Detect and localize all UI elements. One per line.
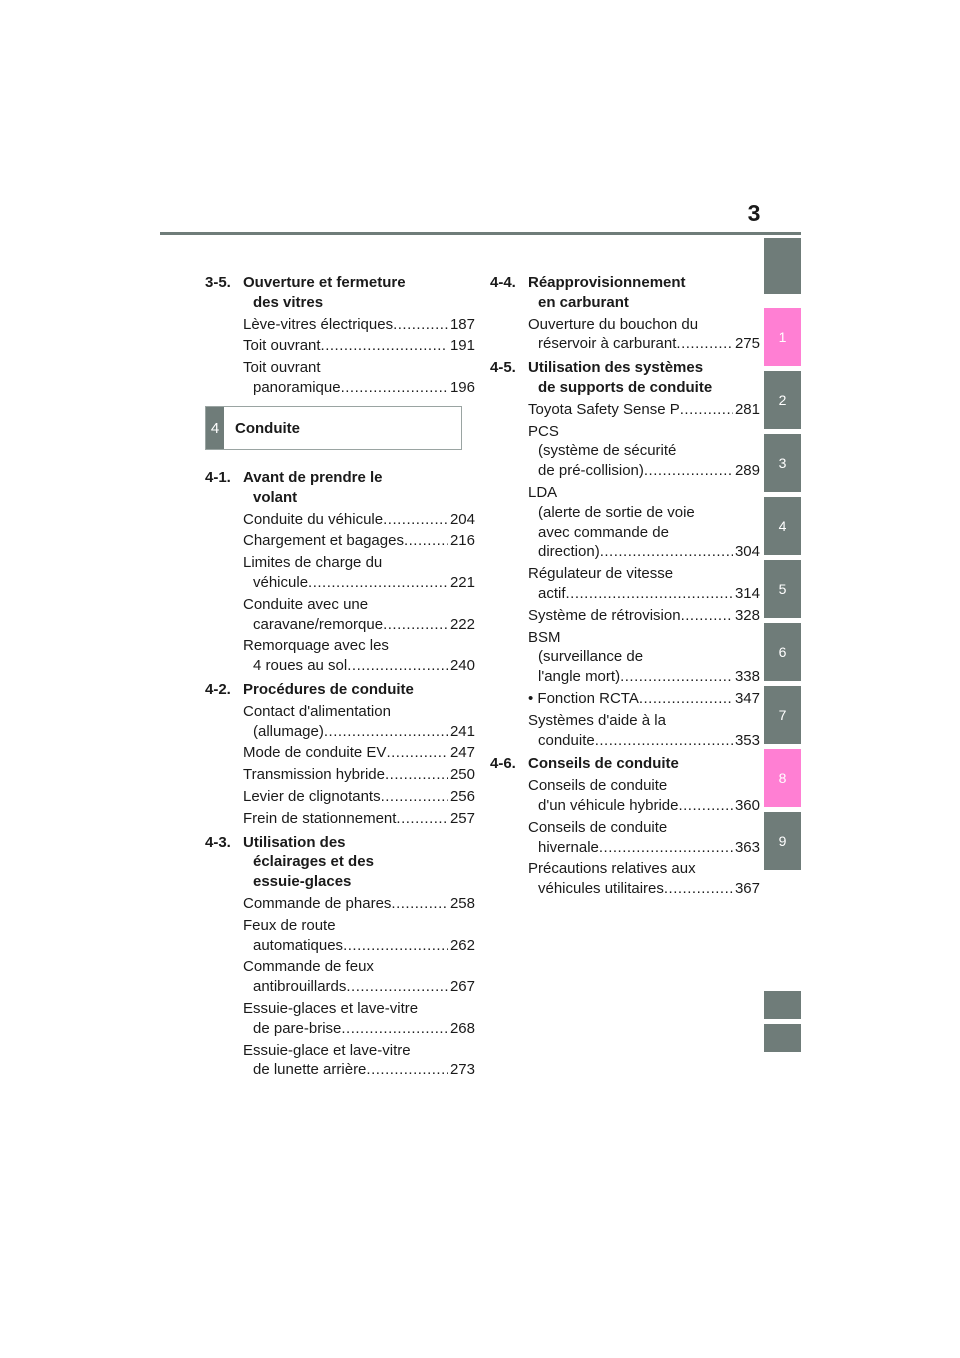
index-tab-upper[interactable] [764, 991, 801, 1019]
section-number: 4-5. [490, 359, 516, 377]
dot-leader [347, 656, 448, 676]
toc-entry-line: Toit ouvrant [243, 359, 321, 377]
dot-leader [620, 667, 733, 687]
toc-entry[interactable] [205, 531, 475, 551]
toc-entry-page: 347 [734, 689, 760, 707]
dot-leader [639, 689, 733, 709]
dot-leader [308, 573, 448, 593]
dot-leader [404, 531, 448, 551]
toc-entry-page: 275 [734, 335, 760, 353]
toc-entry-line: BSM [528, 628, 561, 646]
toc-entry-page: 196 [449, 378, 475, 396]
toc-entry[interactable] [205, 553, 475, 593]
dot-leader [566, 584, 733, 604]
toc-entry-line: (surveillance de [538, 648, 644, 666]
toc-entry[interactable] [205, 1041, 475, 1081]
toc-entry-final-line [243, 378, 475, 398]
toc-section [205, 468, 475, 676]
toc-entry-final-line [528, 334, 760, 354]
toc-entry-text: Lève-vitres électriques [243, 315, 394, 333]
toc-entry-page: 289 [734, 462, 760, 480]
chapter-tab-5[interactable]: 5 [764, 560, 801, 618]
section-heading [490, 358, 760, 398]
toc-entry[interactable] [205, 916, 475, 956]
page-number: 3 [747, 200, 761, 226]
dot-leader [680, 400, 733, 420]
toc-entry-text: d'un véhicule hybride [538, 796, 679, 814]
section-number: 4-1. [205, 469, 231, 486]
toc-entry-page: 360 [734, 796, 760, 814]
toc-entry-text: direction) [538, 543, 600, 561]
toc-entry-text: actif [538, 584, 566, 602]
toc-entry-page: 267 [449, 978, 475, 996]
toc-entry-final-line [243, 894, 475, 914]
toc-entry-line: Conduite avec une [243, 595, 369, 613]
toc-entry-final-line [528, 542, 760, 562]
section-number: 4-3. [205, 833, 231, 851]
toc-entry-line: Ouverture du bouchon du [528, 315, 699, 333]
section-heading [205, 273, 475, 313]
toc-entry-text: (allumage) [253, 722, 324, 740]
toc-entry-final-line [528, 838, 760, 858]
toc-entry[interactable] [490, 315, 760, 355]
section-number: 4-2. [205, 680, 231, 698]
toc-entry-final-line [243, 765, 475, 785]
toc-section [205, 680, 475, 829]
section-heading [205, 680, 475, 700]
index-tab-lower[interactable] [764, 1024, 801, 1052]
toc-entry-line: Contact d'alimentation [243, 702, 391, 720]
section-title-line: volant [253, 488, 298, 506]
toc-entry[interactable] [490, 776, 760, 816]
toc-entry[interactable] [490, 628, 760, 687]
toc-entry-line: Conseils de conduite [528, 777, 668, 795]
toc-entry-final-line [243, 656, 475, 676]
chapter-tab-7[interactable]: 7 [764, 686, 801, 744]
section-title [243, 468, 475, 508]
dot-leader [341, 1019, 448, 1039]
toc-entry-final-line [528, 584, 760, 604]
toc-entry-text: Système de rétrovision [528, 606, 681, 624]
chapter-tab-9[interactable]: 9 [764, 812, 801, 870]
toc-entry-line: Conseils de conduite [528, 818, 668, 836]
toc-left-bottom [205, 468, 475, 1084]
toc-entry-line: Régulateur de vitesse [528, 565, 674, 583]
toc-entry-text: Toyota Safety Sense P [528, 400, 680, 418]
toc-entry-page: 247 [449, 744, 475, 762]
toc-entry-line: Essuie-glace et lave-vitre [243, 1041, 411, 1059]
section-title-line: éclairages et des [253, 853, 374, 871]
toc-section [490, 273, 760, 354]
section-title [243, 273, 475, 313]
section-title-line: essuie-glaces [253, 873, 352, 891]
toc-entry-page: 204 [449, 510, 475, 528]
section-number: 4-6. [490, 755, 516, 773]
toc-entry-final-line [528, 461, 760, 481]
toc-entry[interactable] [205, 809, 475, 829]
section-title-line: Avant de prendre le [243, 469, 383, 486]
dot-leader [346, 977, 448, 997]
chapter-tab-8[interactable]: 8 [764, 749, 801, 807]
toc-entry-line: Feux de route [243, 916, 336, 934]
dot-leader [341, 378, 448, 398]
toc-entry-page: 222 [449, 615, 475, 633]
toc-entry-page: 257 [449, 809, 475, 827]
chapter-banner-number: 4 [206, 407, 224, 449]
toc-entry-line: Limites de charge du [243, 554, 383, 572]
toc-entry-page: 256 [449, 787, 475, 805]
toc-entry-page: 216 [449, 532, 475, 550]
toc-entry-final-line [243, 531, 475, 551]
toc-entry-final-line [528, 879, 760, 899]
toc-entry-text: Mode de conduite EV [243, 744, 387, 762]
toc-entry-page: 363 [734, 838, 760, 856]
toc-entry-line: (alerte de sortie de voie [538, 503, 695, 521]
toc-entry-final-line [243, 315, 475, 335]
toc-entry-text: Frein de stationnement [243, 809, 397, 827]
dot-leader [664, 879, 733, 899]
dot-leader [678, 796, 733, 816]
section-title [243, 833, 475, 892]
toc-entry-page: 258 [449, 894, 475, 912]
toc-entry-line: Remorquage avec les [243, 637, 389, 655]
section-title-line: Ouverture et fermeture [243, 274, 406, 291]
toc-entry-text: hivernale [538, 838, 599, 856]
section-title-line: de supports de conduite [538, 378, 713, 396]
toc-entry-final-line [243, 1060, 475, 1080]
section-heading [490, 273, 760, 313]
toc-entry-text: automatiques [253, 936, 344, 954]
chapter-tab-4[interactable]: 4 [764, 497, 801, 555]
section-title-line: Procédures de conduite [243, 680, 414, 698]
chapter-tab-2[interactable]: 2 [764, 371, 801, 429]
dot-leader [343, 936, 448, 956]
dot-leader [644, 461, 733, 481]
section-title-line: Utilisation des [243, 833, 346, 851]
toc-entry-page: 262 [449, 936, 475, 954]
toc-entry-text: véhicules utilitaires [538, 880, 664, 898]
toc-entry-text: réservoir à carburant [538, 335, 677, 353]
section-title [528, 273, 760, 313]
toc-entry-text: véhicule [253, 573, 309, 591]
dot-leader [396, 809, 448, 829]
section-number: 4-4. [490, 274, 516, 291]
toc-entry[interactable] [205, 765, 475, 785]
chapter-tab-3[interactable]: 3 [764, 434, 801, 492]
toc-entry-final-line [528, 689, 760, 709]
toc-entry-final-line [243, 743, 475, 763]
dot-leader [386, 743, 448, 763]
section-title-line: des vitres [253, 293, 324, 311]
toc-entry-final-line [243, 722, 475, 742]
section-heading [205, 468, 475, 508]
toc-entry-text: Levier de clignotants [243, 787, 381, 805]
toc-section [490, 358, 760, 750]
toc-entry-line: PCS [528, 422, 559, 440]
toc-entry-final-line [528, 796, 760, 816]
dot-leader [681, 606, 733, 626]
toc-right [490, 273, 760, 903]
toc-entry-line: avec commande de [538, 523, 669, 541]
toc-entry[interactable] [490, 483, 760, 562]
toc-entry-final-line [243, 573, 475, 593]
toc-entry-text: panoramique [253, 378, 341, 396]
toc-entry-final-line [528, 667, 760, 687]
toc-entry-page: 353 [734, 731, 760, 749]
toc-entry[interactable] [205, 636, 475, 676]
toc-entry-final-line [243, 1019, 475, 1039]
toc-entry-page: 191 [449, 337, 475, 355]
toc-entry-text: de pré-collision) [538, 462, 644, 480]
dot-leader [324, 722, 448, 742]
toc-entry-page: 187 [449, 315, 475, 333]
toc-entry-page: 367 [734, 880, 760, 898]
dot-leader [393, 315, 448, 335]
toc-entry-text: de lunette arrière [253, 1061, 367, 1079]
toc-entry[interactable] [490, 859, 760, 899]
toc-entry-final-line [528, 731, 760, 751]
toc-entry[interactable] [490, 564, 760, 604]
toc-entry[interactable] [205, 957, 475, 997]
section-title-line: Utilisation des systèmes [528, 359, 704, 377]
toc-entry[interactable] [205, 787, 475, 807]
toc-entry[interactable] [205, 358, 475, 398]
section-title-line: Conseils de conduite [528, 755, 679, 773]
section-title [528, 754, 760, 774]
section-heading [205, 833, 475, 892]
toc-entry-text: Conduite du véhicule [243, 510, 384, 528]
toc-entry-text: antibrouillards [253, 978, 347, 996]
toc-entry-final-line [243, 336, 475, 356]
dot-leader [391, 894, 448, 914]
toc-entry-final-line [243, 936, 475, 956]
toc-entry[interactable] [490, 422, 760, 481]
toc-entry-page: 314 [734, 584, 760, 602]
dot-leader [321, 336, 448, 356]
toc-entry-text: Toit ouvrant [243, 337, 321, 355]
toc-entry[interactable] [205, 336, 475, 356]
chapter-tab-6[interactable]: 6 [764, 623, 801, 681]
toc-section [490, 754, 760, 899]
chapter-banner-title: Conduite [235, 419, 300, 437]
section-title [528, 358, 760, 398]
section-title-line: Réapprovisionnement [528, 274, 686, 291]
dot-leader [366, 1060, 448, 1080]
toc-entry-line: LDA [528, 483, 558, 501]
toc-section [205, 833, 475, 1081]
toc-entry-text: Chargement et bagages [243, 532, 404, 550]
dot-leader [599, 838, 733, 858]
toc-entry-page: 268 [449, 1019, 475, 1037]
toc-entry-page: 304 [734, 543, 760, 561]
dot-leader [600, 542, 733, 562]
toc-entry-text: conduite [538, 731, 595, 749]
toc-entry-text: Transmission hybride [243, 766, 385, 784]
toc-entry-page: 328 [734, 606, 760, 624]
toc-entry[interactable] [205, 999, 475, 1039]
chapter-tabs [764, 238, 801, 875]
toc-entry-final-line [243, 510, 475, 530]
section-number: 3-5. [205, 274, 231, 291]
header-rule [160, 232, 801, 235]
toc-entry-final-line [243, 615, 475, 635]
toc-entry-text: l'angle mort) [538, 668, 621, 686]
toc-entry[interactable] [205, 595, 475, 635]
toc-entry-line: (système de sécurité [538, 442, 677, 460]
toc-entry[interactable] [490, 606, 760, 626]
toc-entry-page: 240 [449, 657, 475, 675]
toc-entry-page: 241 [449, 722, 475, 740]
toc-entry-page: 221 [449, 573, 475, 591]
toc-entry[interactable] [490, 689, 760, 709]
toc-entry-line: Commande de feux [243, 958, 374, 976]
dot-leader [676, 334, 733, 354]
section-title-line: en carburant [538, 293, 629, 311]
toc-entry[interactable] [490, 400, 760, 420]
toc-entry-page: 281 [734, 400, 760, 418]
toc-left-top [205, 273, 475, 402]
toc-entry[interactable] [490, 818, 760, 858]
toc-entry-final-line [528, 400, 760, 420]
dot-leader [383, 510, 448, 530]
toc-entry-final-line [243, 787, 475, 807]
dot-leader [381, 787, 448, 807]
toc-entry-final-line [243, 809, 475, 829]
dot-leader [383, 615, 448, 635]
toc-entry-page: 338 [734, 668, 760, 686]
toc-entry-final-line [528, 606, 760, 626]
toc-entry[interactable] [490, 711, 760, 751]
chapter-banner [205, 406, 462, 450]
toc-entry-line: Précautions relatives aux [528, 860, 696, 878]
toc-entry-final-line [243, 977, 475, 997]
toc-entry-text: 4 roues au sol [253, 657, 348, 675]
toc-entry-text: • Fonction RCTA [528, 689, 639, 707]
toc-entry[interactable] [205, 315, 475, 335]
toc-entry-page: 250 [449, 766, 475, 784]
toc-entry-text: de pare-brise [253, 1019, 342, 1037]
chapter-tab-1[interactable]: 1 [764, 308, 801, 366]
section-heading [490, 754, 760, 774]
dot-leader [385, 765, 448, 785]
toc-entry-text: caravane/remorque [253, 615, 384, 633]
toc-entry-line: Systèmes d'aide à la [528, 711, 666, 729]
toc-section [205, 273, 475, 398]
toc-entry-page: 273 [449, 1061, 475, 1079]
toc-entry-line: Essuie-glaces et lave-vitre [243, 999, 419, 1017]
toc-entry[interactable] [205, 894, 475, 914]
dot-leader [595, 731, 733, 751]
toc-entry[interactable] [205, 743, 475, 763]
section-title [243, 680, 475, 700]
toc-entry[interactable] [205, 510, 475, 530]
chapter-tab-blank [764, 238, 801, 294]
toc-entry-text: Commande de phares [243, 894, 392, 912]
toc-entry[interactable] [205, 702, 475, 742]
